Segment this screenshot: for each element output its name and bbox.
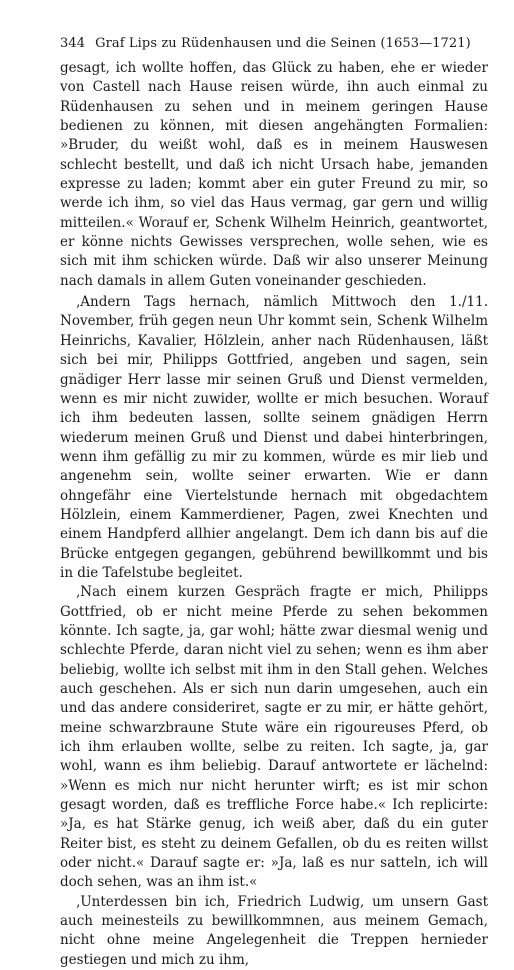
- paragraph: ‚Unterdessen bin ich, Friedrich Ludwig, um unsern Gast auch meinesteils zu bewillkommnen, aus meinem Gemach, nicht ohne meine Angelegenheit die Treppen hernieder gestiegen und mich zu ihm,: [60, 893, 488, 968]
- page-number: 344: [60, 36, 86, 51]
- book-page: [60, 36, 488, 970]
- running-header: [60, 36, 488, 52]
- body-text: [60, 59, 488, 970]
- running-head-title: Graf Lips zu Rüdenhausen und die Seinen (1653—1721): [95, 36, 471, 51]
- paragraph: ‚Andern Tags hernach, nämlich Mittwoch den 1./11. November, früh gegen neun Uhr kommt sein, Schenk Wilhelm Heinrichs, Kavalier, Hölzlein, anher nach Rüdenhausen, läßt sich bei mir, Philipps Gottfried, angeben und sagen, sein gnädiger Herr lasse mir seinen Gruß und Dienst vermelden, wenn es mir nicht zuwider, wollte er mich besuchen. Worauf ich ihm bedeuten lassen, sollte seinem gnädigen Herrn wiederum meinen Gruß und Dienst und dabei hinterbringen, wenn ihm gefällig zu mir zu kommen, würde es mir lieb und angenehm sein, wollte seiner erwarten. Wie er dann ohngefähr eine Viertelstunde hernach mit obgedachtem Hölzlein, einem Kammerdiener, Pagen, zwei Knechten und einem Handpferd allhier angelangt. Dem ich dann bis auf die Brücke entgegen gegangen, gebührend bewillkommt und bis in die Tafelstube begleitet.: [60, 294, 488, 581]
- paragraph: ‚Nach einem kurzen Gespräch fragte er mich, Philipps Gottfried, ob er nicht meine Pferde zu sehen bekommen könnte. Ich sagte, ja, gar wohl; hätte zwar diesmal wenig und schlechte Pferde, daran nicht viel zu sehen; wenn es ihm aber beliebig, wollte ich selbst mit ihm in den Stall gehen. Welches auch geschehen. Als er sich nun darin umgesehen, auch ein und das andere consideriret, sagte er zu mir, er hätte gehört, meine schwarzbraune Stute wäre ein rigoureuses Pferd, ob ich ihm erlauben wollte, selbe zu reiten. Ich sagte, ja, gar wohl, wann es ihm beliebig. Darauf antwortete er lächelnd: »Wenn es mich nur nicht herunter wirft; es ist mir schon gesagt worden, daß es treffliche Force habe.« Ich replicirte: »Ja, es hat Stärke genug, ich weiß aber, daß du ein guter Reiter bist, es steht zu deinem Gefallen, ob du es reiten willst oder nicht.« Darauf sagte er: »Ja, laß es nur satteln, ich will doch sehen, was an ihm ist.«: [60, 584, 488, 891]
- paragraph: gesagt, ich wollte hoffen, das Glück zu haben, ehe er wieder von Castell nach Hause reisen würde, ihn auch einmal zu Rüdenhausen zu sehen und in meinem geringen Hause bedienen zu können, mit diesen angehängten Formalien: »Bruder, du weißt wohl, daß es in meinem Hauswesen schlecht bestellt, und daß ich nicht Ursach habe, jemanden expresse zu laden; kommt aber ein guter Freund zu mir, so werde ich ihm, so viel das Haus vermag, gar gern und willig mitteilen.« Worauf er, Schenk Wilhelm Heinrich, geantwortet, er könne nichts Gewisses versprechen, wolle sehen, wie es sich mit ihm schicken würde. Daß wir also unserer Meinung nach damals in allem Guten voneinander geschieden.: [60, 60, 488, 289]
